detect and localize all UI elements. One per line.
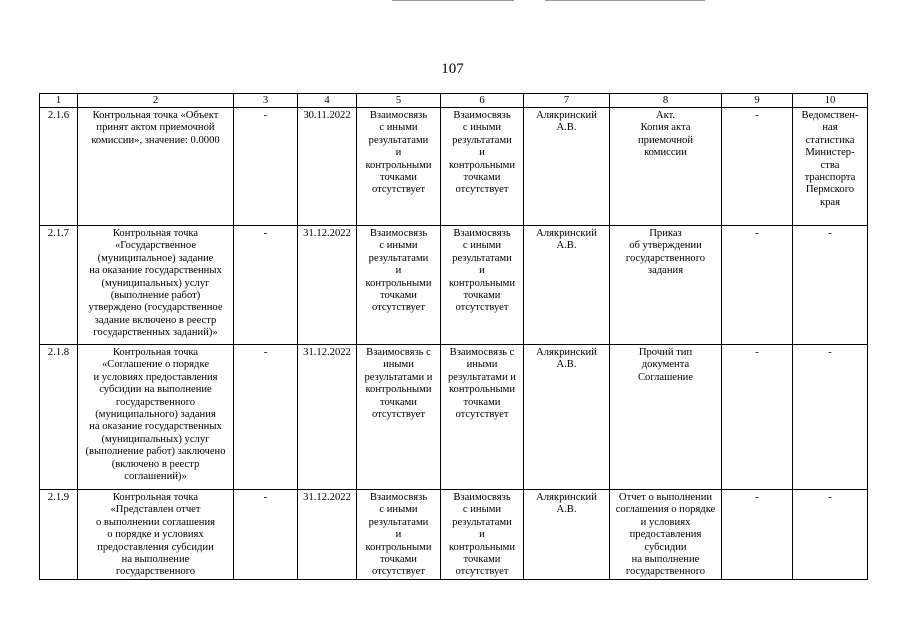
- control-point-name-cell: Контрольная точка «Представлен отчет о выполнении соглашения о порядке и условиях предоставления субсидии на выполнение государственного: [78, 490, 234, 580]
- info-system-cell: -: [793, 345, 868, 490]
- row-number-cell: 2.1.8: [40, 345, 78, 490]
- table-row: [40, 226, 868, 345]
- cell-col9: -: [722, 226, 793, 345]
- header-cell: 5: [357, 94, 441, 108]
- header-cell: 9: [722, 94, 793, 108]
- page-number: 107: [441, 61, 464, 77]
- cell-col3: -: [234, 345, 298, 490]
- header-cell: 6: [441, 94, 524, 108]
- relation-cell: Взаимосвязь с иными результатами и контрольными точками отсутствует: [441, 226, 524, 345]
- table-row: [40, 490, 868, 580]
- header-cell: 2: [78, 94, 234, 108]
- relation-cell: Взаимосвязь с иными результатами и контрольными точками отсутствует: [357, 108, 441, 226]
- header-cell: 8: [610, 94, 722, 108]
- control-points-table: [39, 93, 868, 580]
- cell-col3: -: [234, 226, 298, 345]
- document-cell: Приказ об утверждении государственного задания: [610, 226, 722, 345]
- control-point-name-cell: Контрольная точка «Государственное (муниципальное) задание на оказание государственных (муниципальных) услуг (выполнение работ) утверждено (государственное задание включено в реестр государственных заданий)»: [78, 226, 234, 345]
- table-row: [40, 108, 868, 226]
- table-header-row: [40, 94, 868, 108]
- document-cell: Прочий тип документа Соглашение: [610, 345, 722, 490]
- header-cell: 4: [298, 94, 357, 108]
- cell-col3: -: [234, 108, 298, 226]
- control-point-name-cell: Контрольная точка «Соглашение о порядке и условиях предоставления субсидии на выполнение государственного (муниципального) задания на оказание государственных (муниципальных) услуг (выполнение работ) заключено (включено в реестр соглашений)»: [78, 345, 234, 490]
- top-rule-right: [545, 0, 705, 1]
- relation-cell: Взаимосвязь с иными результатами и контрольными точками отсутствует: [357, 345, 441, 490]
- top-rule-left: [392, 0, 514, 1]
- row-number-cell: 2.1.6: [40, 108, 78, 226]
- responsible-cell: Алякринский А.В.: [524, 345, 610, 490]
- cell-col3: -: [234, 490, 298, 580]
- header-cell: 7: [524, 94, 610, 108]
- info-system-cell: -: [793, 490, 868, 580]
- document-cell: Отчет о выполнении соглашения о порядке и условиях предоставления субсидии на выполнение государственного: [610, 490, 722, 580]
- relation-cell: Взаимосвязь с иными результатами и контрольными точками отсутствует: [441, 490, 524, 580]
- deadline-cell: 31.12.2022: [298, 226, 357, 345]
- cell-col9: -: [722, 108, 793, 226]
- deadline-cell: 31.12.2022: [298, 345, 357, 490]
- relation-cell: Взаимосвязь с иными результатами и контрольными точками отсутствует: [357, 490, 441, 580]
- control-point-name-cell: Контрольная точка «Объект принят актом приемочной комиссии», значение: 0.0000: [78, 108, 234, 226]
- table-row: [40, 345, 868, 490]
- relation-cell: Взаимосвязь с иными результатами и контрольными точками отсутствует: [441, 345, 524, 490]
- responsible-cell: Алякринский А.В.: [524, 108, 610, 226]
- header-cell: 1: [40, 94, 78, 108]
- deadline-cell: 31.12.2022: [298, 490, 357, 580]
- info-system-cell: Ведомствен- ная статистика Министер- ства транспорта Пермского края: [793, 108, 868, 226]
- header-cell: 3: [234, 94, 298, 108]
- relation-cell: Взаимосвязь с иными результатами и контрольными точками отсутствует: [441, 108, 524, 226]
- relation-cell: Взаимосвязь с иными результатами и контрольными точками отсутствует: [357, 226, 441, 345]
- responsible-cell: Алякринский А.В.: [524, 226, 610, 345]
- document-cell: Акт. Копия акта приемочной комиссии: [610, 108, 722, 226]
- header-cell: 10: [793, 94, 868, 108]
- info-system-cell: -: [793, 226, 868, 345]
- cell-col9: -: [722, 490, 793, 580]
- row-number-cell: 2.1.9: [40, 490, 78, 580]
- deadline-cell: 30.11.2022: [298, 108, 357, 226]
- responsible-cell: Алякринский А.В.: [524, 490, 610, 580]
- cell-col9: -: [722, 345, 793, 490]
- row-number-cell: 2.1.7: [40, 226, 78, 345]
